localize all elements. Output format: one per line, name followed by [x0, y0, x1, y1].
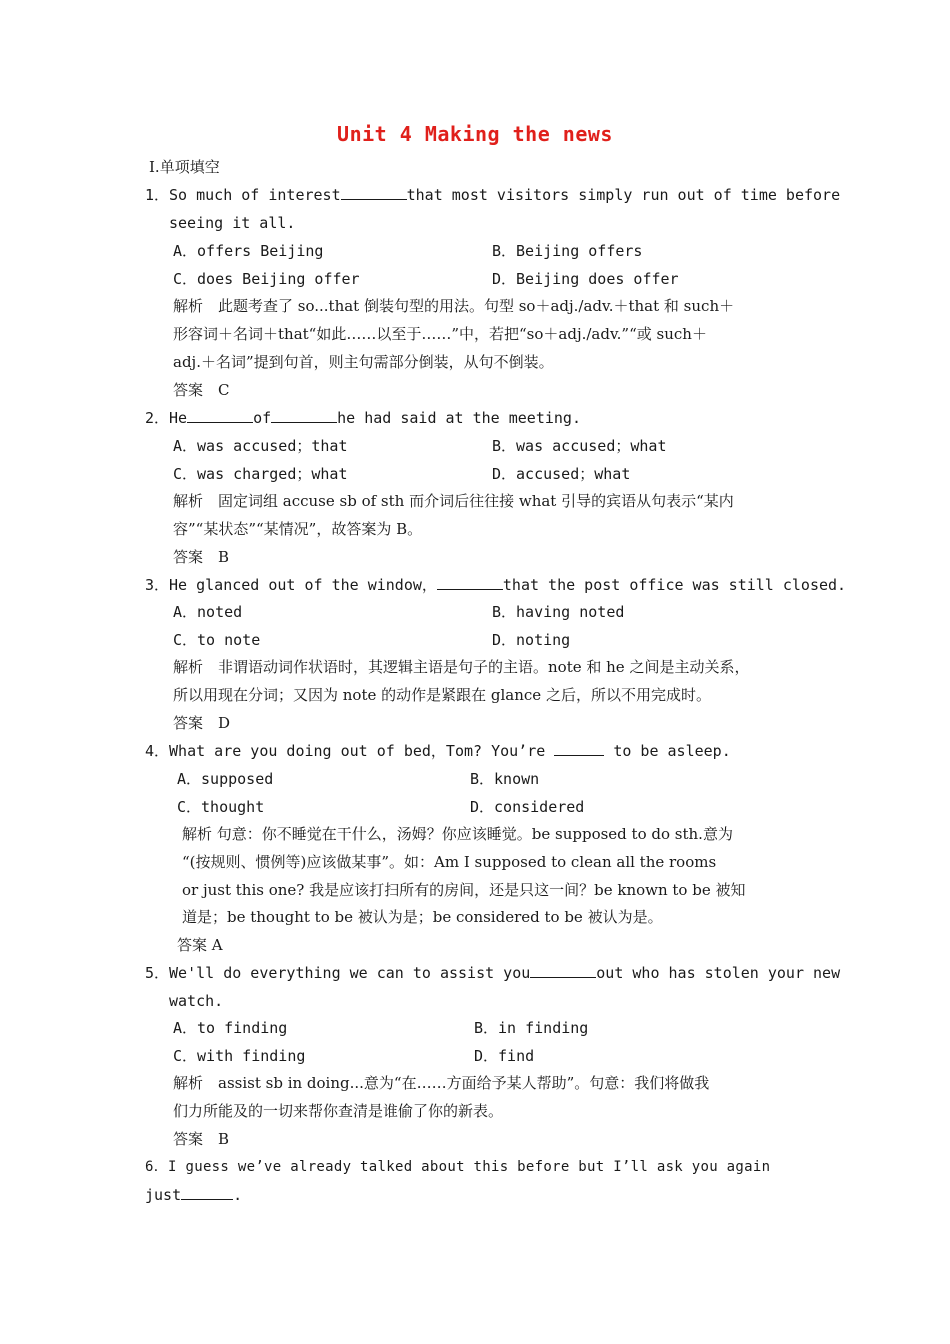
answer-line: 答案 B	[173, 1130, 230, 1148]
option-c: C．does Beijing offer	[173, 270, 360, 288]
option-b: B．was accused；what	[492, 437, 667, 455]
option-c: C．thought	[177, 798, 265, 816]
explanation-line: 解析 固定词组 accuse sb of sth 而介词后往往接 what 引导的宾语从句表示“某内	[173, 492, 734, 510]
answer-line: 答案 C	[173, 381, 230, 399]
question-6-stem-cont: just .	[145, 1186, 243, 1204]
question-5-stem: 5．We'll do everything we can to assist you out who has stolen your new	[145, 964, 841, 982]
option-a: A．to finding	[173, 1019, 288, 1037]
answer-blank	[530, 963, 596, 978]
question-3-stem: 3．He glanced out of the window， that the post office was still closed.	[145, 576, 847, 594]
question-1-stem: 1．So much of interest that most visitors simply run out of time before	[145, 186, 841, 204]
option-d: D．Beijing does offer	[492, 270, 679, 288]
answer-blank	[271, 408, 337, 423]
option-b: B．known	[470, 770, 540, 788]
explanation-line: “(按规则、惯例等)应该做某事”。如：Am I supposed to clean all the rooms	[182, 853, 717, 871]
explanation-line: 解析 此题考查了 so...that 倒装句型的用法。句型 so＋adj./adv.＋that 和 such＋	[173, 297, 735, 315]
answer-line: 答案 B	[173, 548, 230, 566]
answer-blank	[187, 408, 253, 423]
answer-blank	[554, 741, 604, 756]
question-6-stem: 6．I guess we’ve already talked about this before but I’ll ask you again	[145, 1159, 771, 1175]
option-c: C．with finding	[173, 1047, 306, 1065]
answer-blank	[437, 575, 503, 590]
section-heading: Ⅰ.单项填空	[149, 158, 220, 176]
explanation-line: 形容词＋名词＋that“如此……以至于……”中，若把“so＋adj./adv.”“或 such＋	[173, 325, 707, 343]
answer-blank	[181, 1185, 233, 1200]
option-d: D．considered	[470, 798, 585, 816]
option-b: B．having noted	[492, 603, 625, 621]
option-a: A．noted	[173, 603, 243, 621]
answer-blank	[341, 185, 407, 200]
explanation-line: adj.＋名词”提到句首，则主句需部分倒装，从句不倒装。	[173, 353, 554, 371]
option-b: B．Beijing offers	[492, 242, 643, 260]
page-title: Unit 4 Making the news	[337, 122, 613, 146]
option-d: D．accused；what	[492, 465, 631, 483]
explanation-line: 解析 assist sb in doing...意为“在……方面给予某人帮助”。句意：我们将做我	[173, 1074, 710, 1092]
explanation-line: or just this one? 我是应该打扫所有的房间，还是只这一间？be known to be 被知	[182, 881, 746, 899]
option-b: B．in finding	[474, 1019, 589, 1037]
answer-line: 答案 A	[177, 936, 223, 954]
explanation-line: 们力所能及的一切来帮你查清是谁偷了你的新表。	[173, 1102, 504, 1120]
option-d: D．noting	[492, 631, 571, 649]
explanation-line: 容”“某状态”“某情况”，故答案为 B。	[173, 520, 423, 538]
option-c: C．was charged；what	[173, 465, 348, 483]
question-1-stem-cont: seeing it all.	[169, 214, 296, 232]
option-a: A．offers Beijing	[173, 242, 324, 260]
option-c: C．to note	[173, 631, 261, 649]
question-5-stem-cont: watch.	[169, 992, 224, 1010]
question-2-stem: 2．He of he had said at the meeting.	[145, 409, 581, 427]
option-a: A．supposed	[177, 770, 274, 788]
explanation-line: 解析 句意：你不睡觉在干什么，汤姆？你应该睡觉。be supposed to do sth.意为	[182, 825, 733, 843]
explanation-line: 道是；be thought to be 被认为是；be considered to be 被认为是。	[182, 908, 663, 926]
explanation-line: 解析 非谓语动词作状语时，其逻辑主语是句子的主语。note 和 he 之间是主动关系，	[173, 658, 750, 676]
question-4-stem: 4．What are you doing out of bed，Tom? You’re to be asleep.	[145, 742, 731, 760]
option-a: A．was accused；that	[173, 437, 348, 455]
explanation-line: 所以用现在分词；又因为 note 的动作是紧跟在 glance 之后，所以不用完成时。	[173, 686, 711, 704]
answer-line: 答案 D	[173, 714, 231, 732]
option-d: D．find	[474, 1047, 535, 1065]
